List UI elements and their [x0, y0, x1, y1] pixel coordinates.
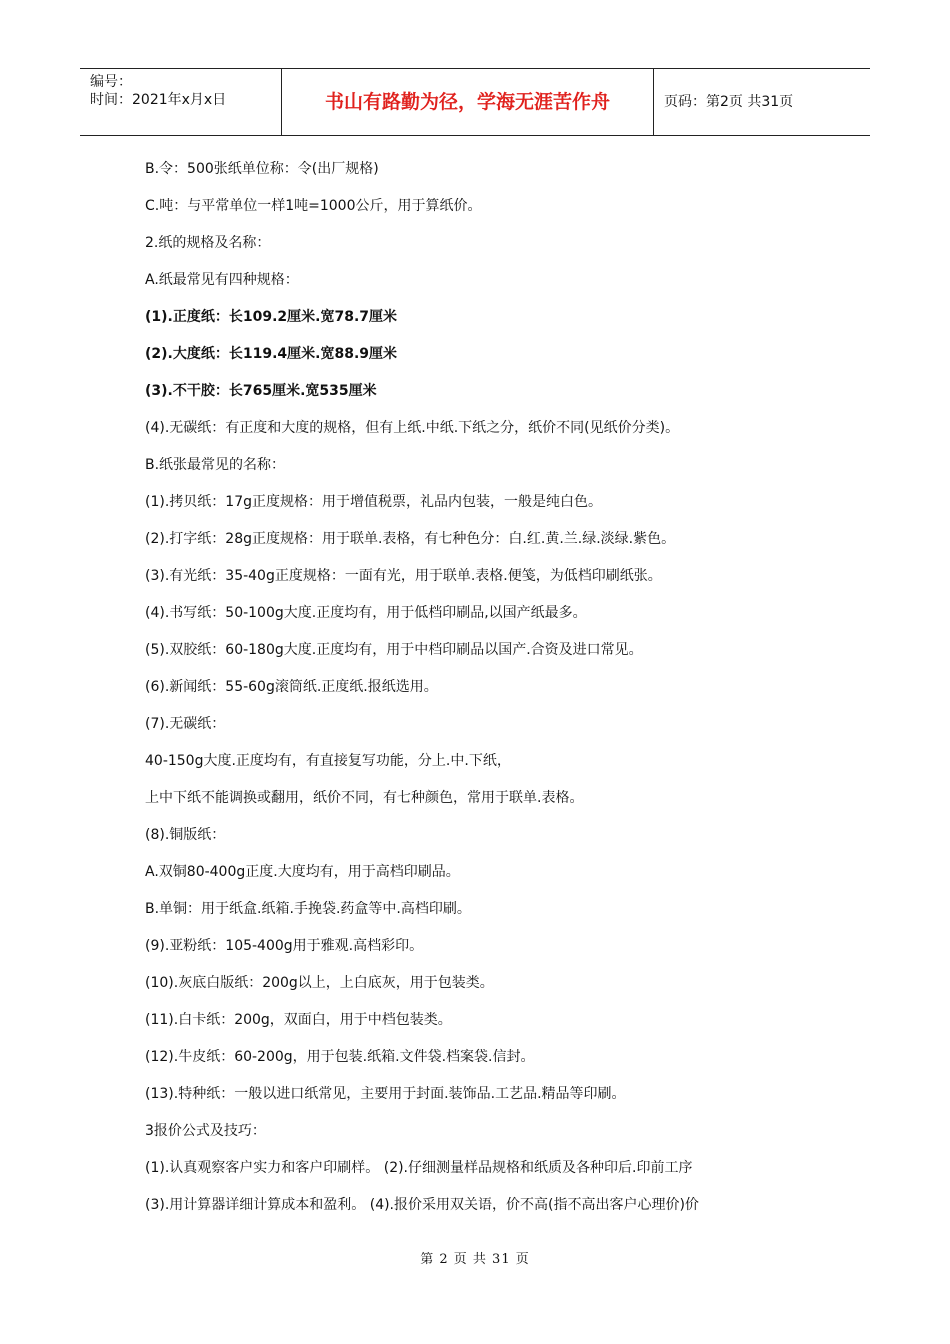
text-line: B.单铜：用于纸盒.纸箱.手挽袋.药盒等中.高档印刷。	[145, 901, 471, 917]
text-line: (13).特种纸：一般以进口纸常见，主要用于封面.装饰品.工艺品.精品等印刷。	[145, 1086, 626, 1102]
text-line: B.纸张最常见的名称：	[145, 457, 286, 473]
text-line: (3).用计算器详细计算成本和盈利。 (4).报价采用双关语，价不高(指不高出客户心理价)价	[145, 1197, 699, 1213]
text-line: (5).双胶纸：60-180g大度.正度均有，用于中档印刷品以国产.合资及进口常见。	[145, 642, 643, 658]
page-header	[80, 68, 870, 136]
serial-label: 编号：	[90, 74, 132, 90]
text-line: (1).认真观察客户实力和客户印刷样。 (2).仔细测量样品规格和纸质及各种印后.印前工序	[145, 1160, 693, 1176]
text-line: (7).无碳纸：	[145, 716, 226, 732]
text-line: (2).打字纸：28g正度规格：用于联单.表格，有七种色分：白.红.黄.兰.绿.淡绿.紫色。	[145, 531, 676, 547]
text-line: 上中下纸不能调换或翻用，纸价不同，有七种颜色，常用于联单.表格。	[145, 790, 584, 806]
bold-text-line: (2).大度纸：长119.4厘米.宽88.9厘米	[145, 346, 397, 362]
date-label: 时间：2021年x月x日	[90, 92, 227, 108]
text-line: A.纸最常见有四种规格：	[145, 272, 299, 288]
text-line: (6).新闻纸：55-60g滚筒纸.正度纸.报纸选用。	[145, 679, 438, 695]
section-heading: 3报价公式及技巧：	[145, 1123, 266, 1139]
text-line: (11).白卡纸：200g，双面白，用于中档包装类。	[145, 1012, 452, 1028]
text-line: (10).灰底白版纸：200g以上，上白底灰，用于包装类。	[145, 975, 494, 991]
header-meta	[80, 69, 282, 135]
text-line: 40-150g大度.正度均有，有直接复写功能，分上.中.下纸，	[145, 753, 511, 769]
header-motto: 书山有路勤为径，学海无涯苦作舟	[282, 69, 654, 135]
text-line: (1).拷贝纸：17g正度规格：用于增值税票，礼品内包装，一般是纯白色。	[145, 494, 602, 510]
bold-text-line: (1).正度纸：长109.2厘米.宽78.7厘米	[145, 309, 397, 325]
text-line: (9).亚粉纸：105-400g用于雅观.高档彩印。	[145, 938, 424, 954]
text-line: (8).铜版纸：	[145, 827, 226, 843]
section-heading: 2.纸的规格及名称：	[145, 235, 271, 251]
bold-text-line: (3).不干胶：长765厘米.宽535厘米	[145, 383, 377, 399]
text-line: A.双铜80-400g正度.大度均有，用于高档印刷品。	[145, 864, 460, 880]
document-body	[145, 160, 825, 1233]
text-line: C.吨：与平常单位一样1吨=1000公斤，用于算纸价。	[145, 198, 482, 214]
text-line: (12).牛皮纸：60-200g，用于包装.纸箱.文件袋.档案袋.信封。	[145, 1049, 535, 1065]
header-page-number: 页码：第2页 共31页	[664, 94, 794, 110]
text-line: (4).书写纸：50-100g大度.正度均有，用于低档印刷品,以国产纸最多。	[145, 605, 587, 621]
text-line: B.令：500张纸单位称：令(出厂规格)	[145, 161, 379, 177]
page-footer: 第 2 页 共 31 页	[420, 1252, 530, 1267]
text-line: (3).有光纸：35-40g正度规格：一面有光，用于联单.表格.便笺，为低档印刷纸张。	[145, 568, 662, 584]
text-line: (4).无碳纸：有正度和大度的规格，但有上纸.中纸.下纸之分，纸价不同(见纸价分类)。	[145, 420, 680, 436]
